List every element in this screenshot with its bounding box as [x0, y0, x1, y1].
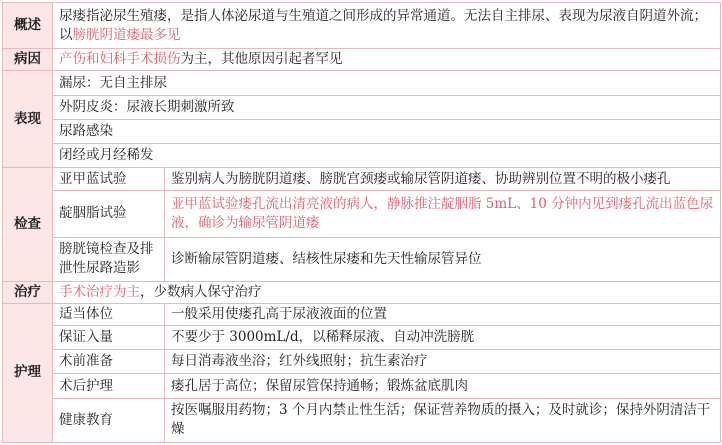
cause-label: 病因	[3, 49, 53, 71]
nursing-item-name: 术前准备	[53, 350, 165, 374]
nursing-item-name: 保证入量	[53, 326, 165, 350]
nursing-item-name: 健康教育	[53, 398, 165, 442]
nursing-item-desc: 按医嘱服用药物；3 个月内禁止性生活；保证营养物质的摄入；及时就诊；保持外阴清洁干燥	[165, 398, 721, 442]
nursing-label: 护理	[3, 303, 53, 442]
exam-item-name: 膀胱镜检查及排泄性尿路造影	[53, 237, 165, 281]
treatment-highlight: 手术治疗为主	[59, 283, 140, 300]
manifestation-item: 尿路感染	[53, 119, 721, 143]
nursing-item-desc: 不要少于 3000mL/d，以稀释尿液、自动冲洗膀胱	[165, 326, 721, 350]
nursing-row-1	[3, 303, 721, 325]
exam-row-1	[3, 168, 721, 191]
exam-item-name: 亚甲蓝试验	[53, 168, 165, 191]
manifestation-row-1	[3, 71, 721, 95]
nursing-item-desc: 每日消毒液坐浴；红外线照射；抗生素治疗	[165, 350, 721, 374]
exam-item-desc: 诊断输尿管阴道瘘、结核性尿瘘和先天性输尿管异位	[165, 237, 721, 281]
treatment-row	[3, 281, 721, 303]
overview-row	[3, 3, 721, 49]
overview-highlight: 膀胱阴道瘘最多见	[72, 26, 181, 43]
treatment-content	[53, 281, 721, 303]
manifestation-row-2	[3, 95, 721, 119]
nursing-row-4	[3, 374, 721, 398]
manifestation-label: 表现	[3, 71, 53, 168]
treatment-label: 治疗	[3, 281, 53, 303]
nursing-item-desc: 瘘孔居于高位；保留尿管保持通畅；锻炼盆底肌肉	[165, 374, 721, 398]
nursing-row-3	[3, 350, 721, 374]
urinary-fistula-summary-table	[2, 2, 721, 443]
manifestation-row-4	[3, 143, 721, 167]
manifestation-row-3	[3, 119, 721, 143]
exam-item-desc-highlight: 亚甲蓝试验瘘孔流出清亮液的病人，静脉推注靛胭脂 5mL、10 分钟内见到瘘孔流出蓝色尿液，确诊为输尿管阴道瘘	[165, 191, 721, 237]
exam-row-2	[3, 191, 721, 237]
exam-item-name: 靛胭脂试验	[53, 191, 165, 237]
cause-row	[3, 49, 721, 71]
cause-content	[53, 49, 721, 71]
cause-highlight: 产伤和妇科手术损伤	[59, 51, 181, 68]
manifestation-item: 闭经或月经稀发	[53, 143, 721, 167]
nursing-item-desc: 一般采用使瘘孔高于尿液液面的位置	[165, 303, 721, 325]
nursing-item-name: 术后护理	[53, 374, 165, 398]
manifestation-item: 漏尿：无自主排尿	[53, 71, 721, 95]
treatment-text: ，少数病人保守治疗	[140, 283, 262, 300]
exam-row-3	[3, 237, 721, 281]
exam-label: 检查	[3, 168, 53, 282]
nursing-item-name: 适当体位	[53, 303, 165, 325]
nursing-row-5	[3, 398, 721, 442]
cause-text: 为主，其他原因引起者罕见	[180, 51, 343, 68]
overview-text: 尿瘘指泌尿生殖瘘，是指人体泌尿道与生殖道之间形成的异常通道。无法自主排尿、表现为尿液自阴道外流；以	[59, 7, 707, 43]
nursing-row-2	[3, 326, 721, 350]
overview-label: 概述	[3, 3, 53, 49]
exam-item-desc: 鉴别病人为膀胱阴道瘘、膀胱宫颈瘘或输尿管阴道瘘、协助辨别位置不明的极小瘘孔	[165, 168, 721, 191]
manifestation-item: 外阴皮炎：尿液长期刺激所致	[53, 95, 721, 119]
overview-content	[53, 3, 721, 49]
